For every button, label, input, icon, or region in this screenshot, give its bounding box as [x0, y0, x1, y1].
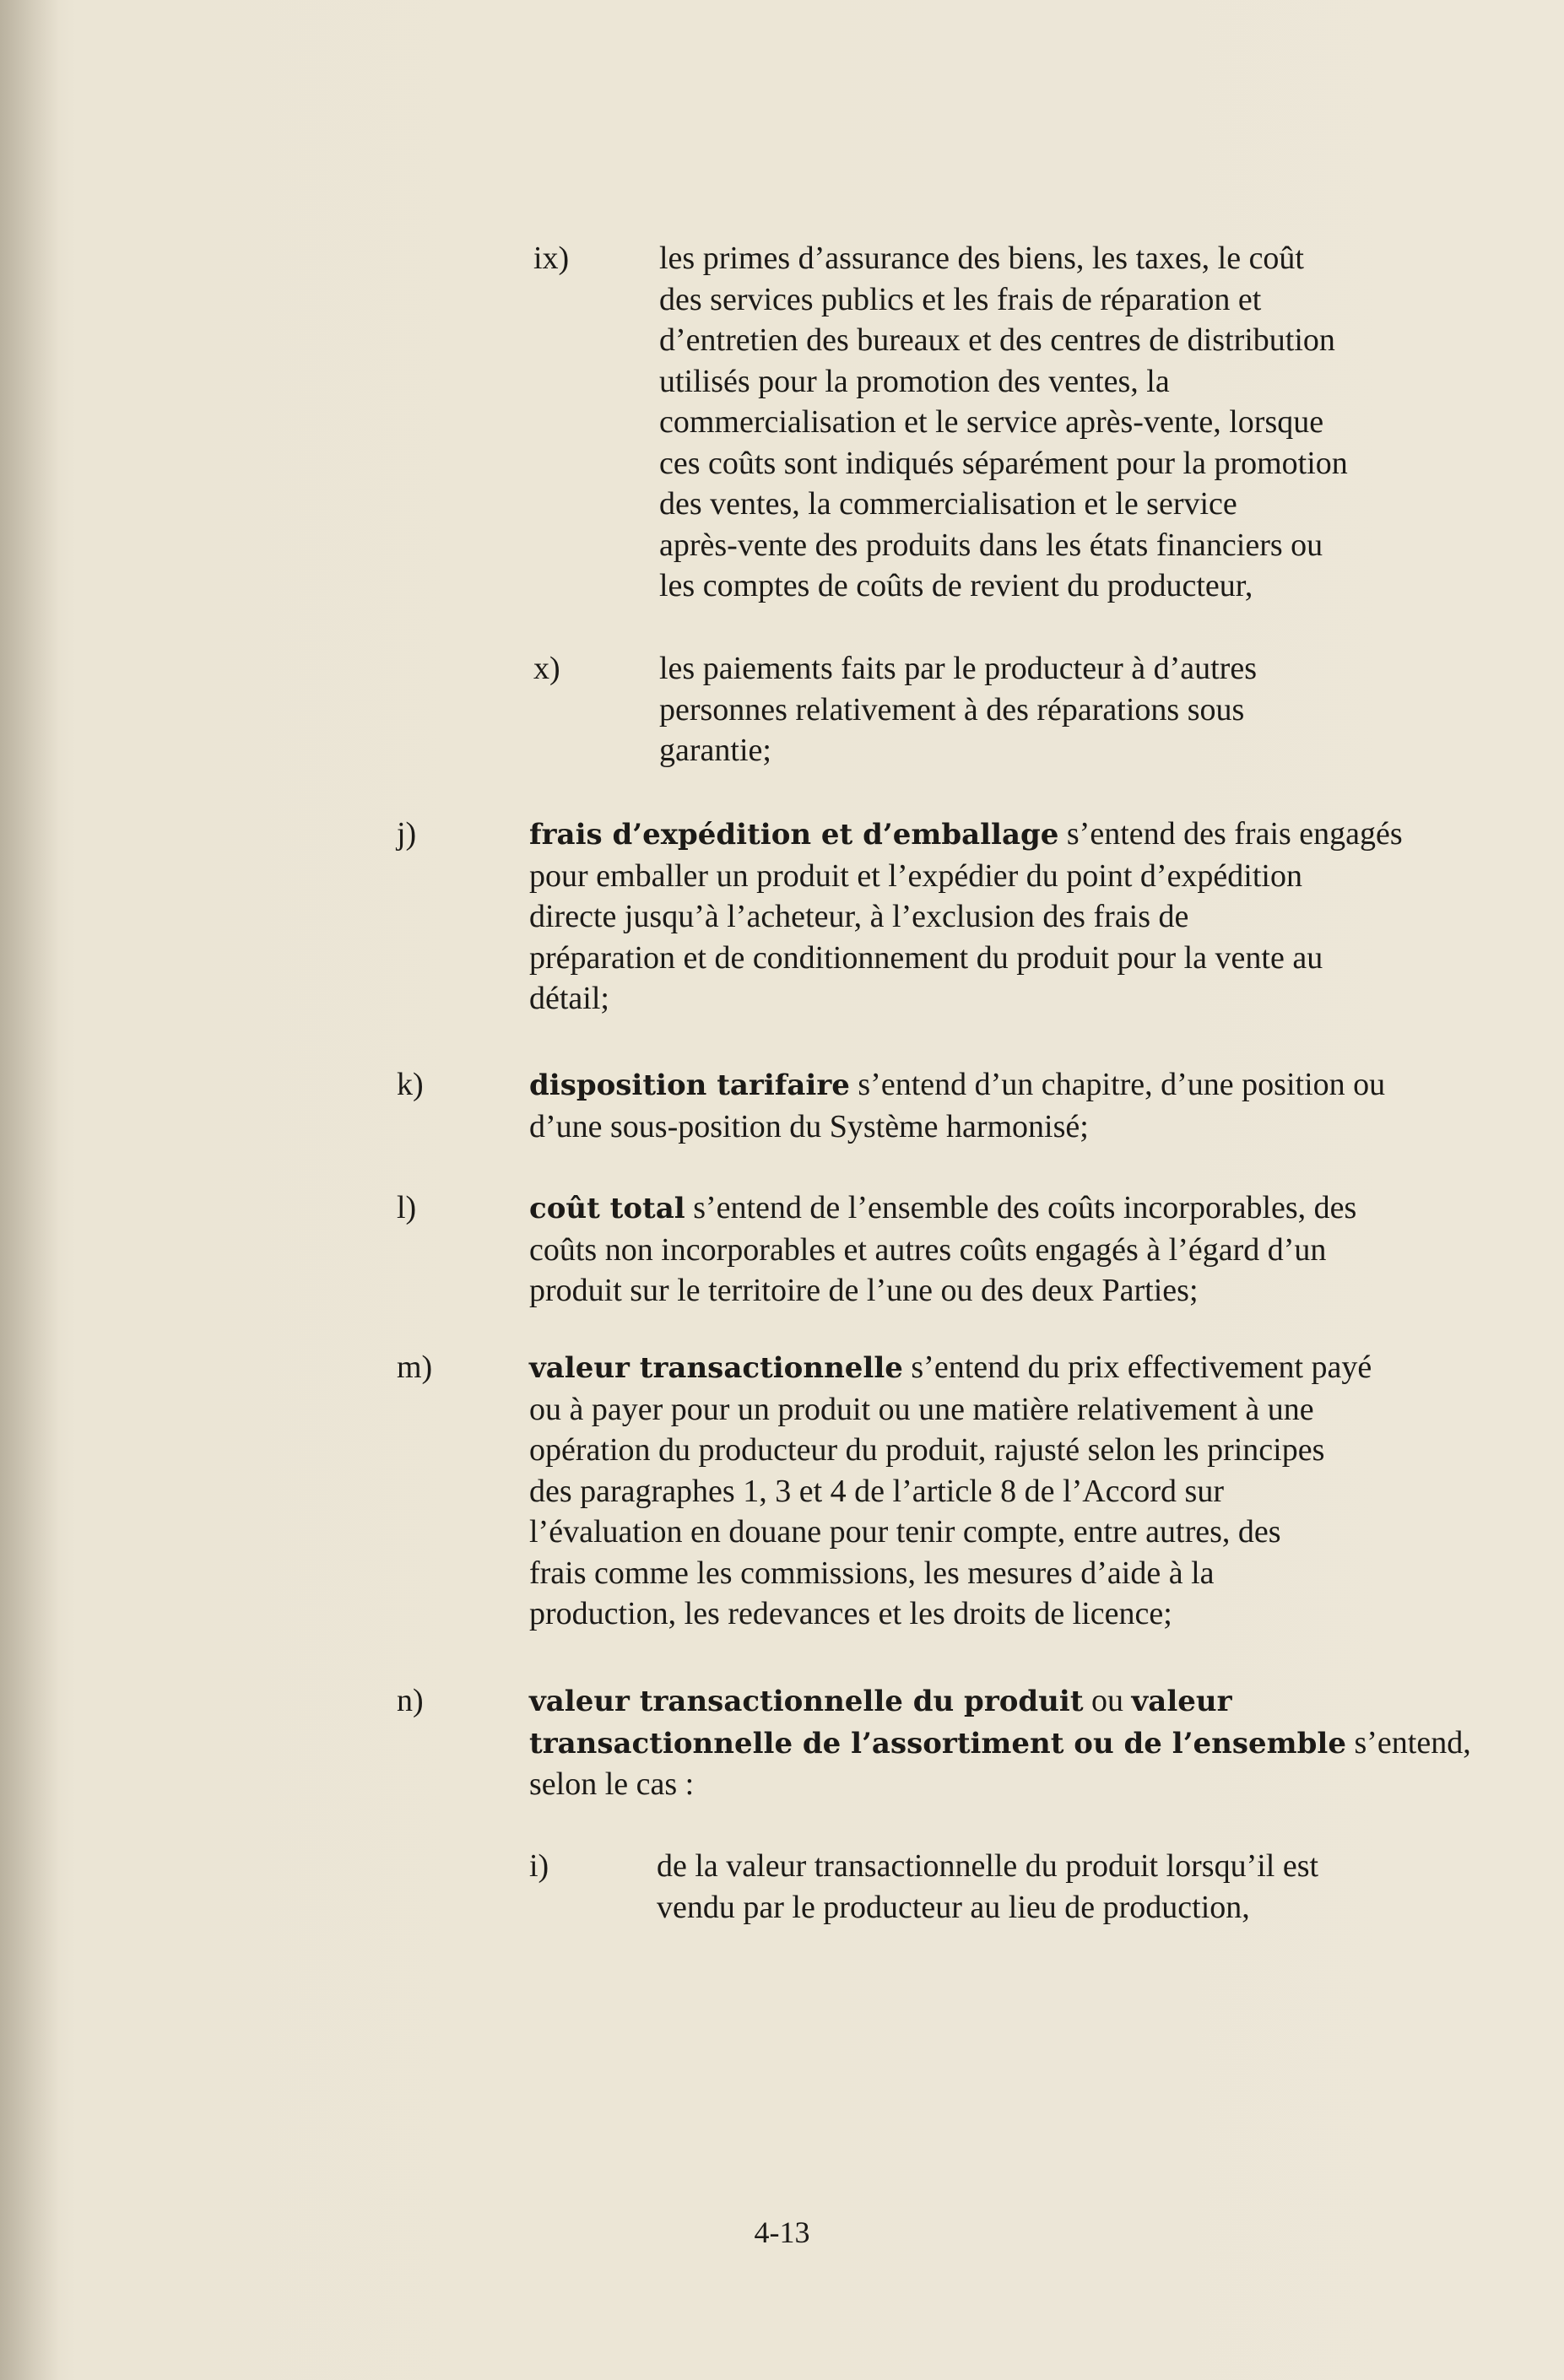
- defined-term: frais d’expédition et d’emballage: [529, 818, 1059, 852]
- text-line: d’une sous-position du Système harmonisé;: [529, 1108, 1089, 1144]
- item-text-l: [529, 1187, 1356, 1312]
- text-line: commercialisation et le service après-vente, lorsque: [659, 404, 1324, 440]
- text-line: de la valeur transactionnelle du produit lorsqu’il est: [657, 1848, 1319, 1884]
- defined-term: valeur: [1131, 1685, 1232, 1718]
- item-text-m: [529, 1347, 1372, 1635]
- item-label-n-i: i): [529, 1848, 549, 1884]
- text-fragment: s’entend du prix effectivement payé: [902, 1350, 1372, 1385]
- text-line: opération du producteur du produit, rajusté selon les principes: [529, 1432, 1325, 1468]
- text-line: des services publics et les frais de réparation et: [659, 281, 1262, 317]
- defined-term: valeur transactionnelle: [529, 1351, 903, 1385]
- page-number: 4-13: [754, 2215, 810, 2249]
- text-line: les primes d’assurance des biens, les taxes, le coût: [659, 241, 1304, 276]
- text-line: [529, 814, 1403, 856]
- item-label-l: l): [397, 1190, 417, 1225]
- item-text-ix: [659, 238, 1348, 607]
- item-label-x: x): [533, 651, 560, 686]
- text-line: préparation et de conditionnement du produit pour la vente au: [529, 939, 1323, 976]
- text-fragment: s’entend de l’ensemble des coûts incorporables, des: [685, 1190, 1357, 1225]
- text-line: [529, 1680, 1471, 1723]
- text-line: produit sur le territoire de l’une ou des deux Parties;: [529, 1273, 1199, 1308]
- text-line: détail;: [529, 981, 609, 1016]
- text-fragment: ou: [1083, 1683, 1132, 1718]
- item-label-n: n): [397, 1683, 424, 1718]
- text-line: [529, 1064, 1385, 1106]
- text-line: directe jusqu’à l’acheteur, à l’exclusion des frais de: [529, 899, 1189, 934]
- item-label-j: j): [397, 816, 417, 852]
- text-line: production, les redevances et les droits de licence;: [529, 1596, 1172, 1631]
- text-line: pour emballer un produit et l’expédier du point d’expédition: [529, 857, 1302, 894]
- text-fragment: s’entend des frais engagés: [1058, 816, 1403, 852]
- item-label-m: m): [397, 1350, 433, 1385]
- spine-shadow: [0, 0, 59, 2380]
- defined-term: transactionnelle de l’assortiment ou de l’ensemble: [529, 1726, 1346, 1761]
- text-line: vendu par le producteur au lieu de production,: [657, 1889, 1250, 1925]
- text-fragment: s’entend,: [1345, 1724, 1471, 1761]
- item-text-n-i: [657, 1846, 1318, 1928]
- item-text-x: [659, 648, 1257, 771]
- text-line: selon le cas :: [529, 1766, 695, 1802]
- text-line: les paiements faits par le producteur à d’autres: [659, 651, 1257, 686]
- text-line: utilisés pour la promotion des ventes, la: [659, 363, 1170, 399]
- text-line: les comptes de coûts de revient du producteur,: [659, 568, 1253, 603]
- text-line: des paragraphes 1, 3 et 4 de l’article 8 de l’Accord sur: [529, 1473, 1224, 1509]
- item-text-n: [529, 1680, 1471, 1805]
- text-line: d’entretien des bureaux et des centres de distribution: [659, 322, 1335, 358]
- text-line: garantie;: [659, 733, 771, 768]
- text-line: ou à payer pour un produit ou une matière relativement à une: [529, 1391, 1314, 1427]
- text-line: [529, 1347, 1372, 1389]
- text-line: l’évaluation en douane pour tenir compte, entre autres, des: [529, 1514, 1281, 1550]
- text-line: coûts non incorporables et autres coûts engagés à l’égard d’un: [529, 1231, 1327, 1268]
- item-label-ix: ix): [533, 241, 570, 276]
- text-line: des ventes, la commercialisation et le service: [659, 486, 1237, 522]
- text-line: après-vente des produits dans les états financiers ou: [659, 527, 1323, 563]
- defined-term: disposition tarifaire: [529, 1068, 850, 1102]
- defined-term: valeur transactionnelle du produit: [529, 1685, 1084, 1718]
- text-fragment: s’entend d’un chapitre, d’une position ou: [849, 1067, 1386, 1102]
- text-line: [529, 1723, 1471, 1765]
- item-text-j: [529, 814, 1403, 1020]
- text-line: personnes relativement à des réparations sous: [659, 691, 1245, 728]
- text-line: frais comme les commissions, les mesures d’aide à la: [529, 1555, 1215, 1591]
- text-line: ces coûts sont indiqués séparément pour la promotion: [659, 445, 1348, 481]
- item-label-k: k): [397, 1067, 424, 1102]
- text-line: [529, 1187, 1356, 1230]
- item-text-k: [529, 1064, 1385, 1147]
- defined-term: coût total: [529, 1192, 685, 1225]
